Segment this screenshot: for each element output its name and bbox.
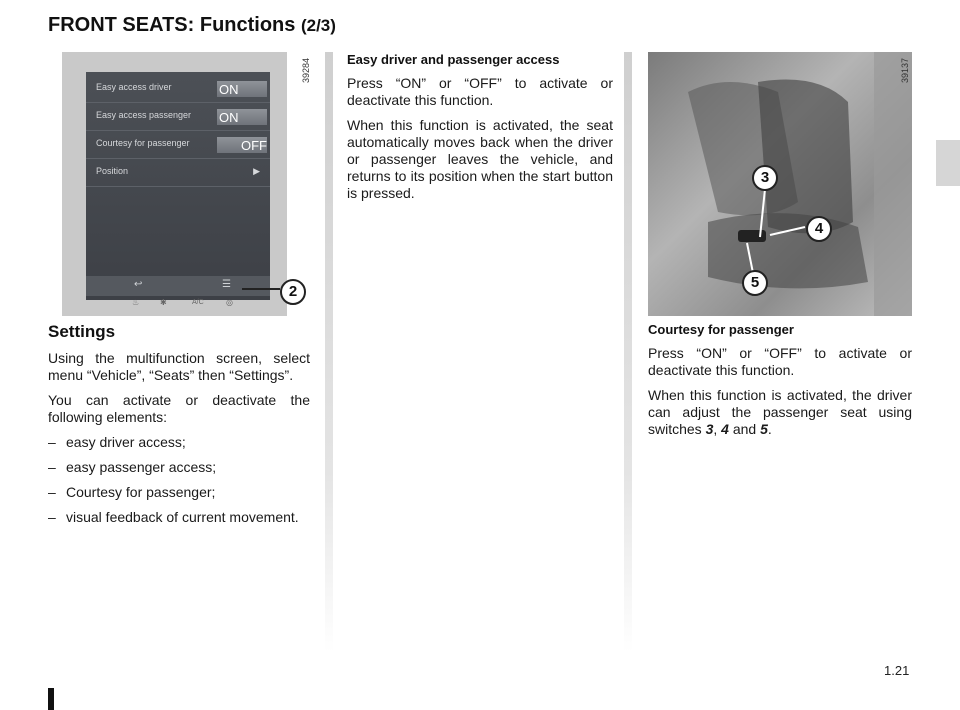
column-separator-left [325, 52, 333, 652]
toggle-courtesy-passenger [217, 137, 267, 153]
callout-4: 4 [806, 216, 832, 242]
courtesy-sep: , [713, 421, 722, 437]
list-item [48, 509, 310, 526]
easy-access-paragraph-2: When this function is activated, the seat automatically moves back when the driver or passenger leaves the vehicle, and returns to its position when the start button is pressed. [347, 117, 613, 201]
ac-label: A/C [192, 299, 204, 306]
easy-access-paragraph-1: Press “ON” or “OFF” to activate or deactivate this function. [347, 75, 613, 108]
menu-row-label: Courtesy for passenger [96, 138, 190, 148]
page-number: 1.21 [884, 663, 910, 678]
list-item-text: easy passenger access; [66, 459, 217, 475]
menu-row-position [86, 158, 270, 187]
fan-icon: ✱ [160, 298, 167, 307]
courtesy-paragraph-2 [648, 387, 912, 438]
seat-heat-icon: ♨ [132, 298, 140, 307]
title-part: (2/3) [300, 16, 336, 35]
switch-5-ref: 5 [760, 421, 768, 437]
list-item [48, 459, 310, 476]
list-dash: – [48, 459, 56, 475]
courtesy-section [648, 322, 912, 438]
column-separator-right [624, 52, 632, 652]
figure-ref-left: 39284 [301, 58, 311, 84]
section-tab [936, 140, 960, 186]
easy-access-section [347, 52, 613, 202]
list-item-text: Courtesy for passenger; [66, 484, 216, 500]
menu-row-easy-access-driver [86, 74, 270, 103]
list-item-text: visual feedback of current movement. [66, 509, 299, 525]
list-dash: – [48, 509, 56, 525]
list-dash: – [48, 434, 56, 450]
callout-3: 3 [752, 165, 778, 191]
callout-5: 5 [742, 270, 768, 296]
menu-row-label: Position [96, 166, 129, 176]
courtesy-sep: and [728, 421, 761, 437]
callout-2: 2 [280, 279, 306, 305]
recirculation-icon: ◎ [226, 298, 233, 307]
list-dash: – [48, 484, 56, 500]
settings-paragraph-1: Using the multifunction screen, select menu “Vehicle”, “Seats” then “Settings”. [48, 350, 310, 383]
back-arrow-icon: ↩ [134, 279, 143, 290]
toggle-easy-access-passenger [217, 109, 267, 125]
switch-4-ref: 4 [721, 421, 729, 437]
courtesy-end: . [767, 421, 772, 437]
settings-heading: Settings [48, 322, 116, 341]
courtesy-heading: Courtesy for passenger [648, 322, 794, 337]
switch-3-ref: 3 [705, 421, 714, 437]
settings-paragraph-2: You can activate or deactivate the following elements: [48, 392, 310, 425]
menu-row-courtesy-passenger [86, 130, 270, 159]
settings-section [48, 322, 310, 526]
page-title [48, 14, 336, 37]
toggle-state: OFF [241, 138, 267, 153]
screen-soft-keys [100, 298, 270, 312]
toggle-state: ON [219, 82, 239, 97]
list-item-text: easy driver access; [66, 434, 186, 450]
chevron-right-icon: ▶ [253, 166, 260, 176]
page-edge-mark [48, 688, 54, 710]
toggle-easy-access-driver [217, 81, 267, 97]
courtesy-paragraph-1: Press “ON” or “OFF” to activate or deactivate this function. [648, 345, 912, 378]
figure-ref-right: 39137 [900, 58, 910, 84]
easy-access-heading: Easy driver and passenger access [347, 52, 560, 67]
menu-row-label: Easy access driver [96, 82, 172, 92]
menu-list-icon: ☰ [222, 279, 231, 290]
menu-row-easy-access-passenger [86, 102, 270, 131]
title-main: FRONT SEATS: Functions [48, 14, 296, 36]
courtesy-text: When this function is activated, the driver can adjust the passenger seat using switches [648, 387, 912, 437]
list-item [48, 484, 310, 501]
toggle-state: ON [219, 110, 239, 125]
menu-row-label: Easy access passenger [96, 110, 192, 120]
list-item [48, 434, 310, 451]
settings-screen [86, 72, 270, 300]
callout-2-leader [240, 282, 280, 296]
